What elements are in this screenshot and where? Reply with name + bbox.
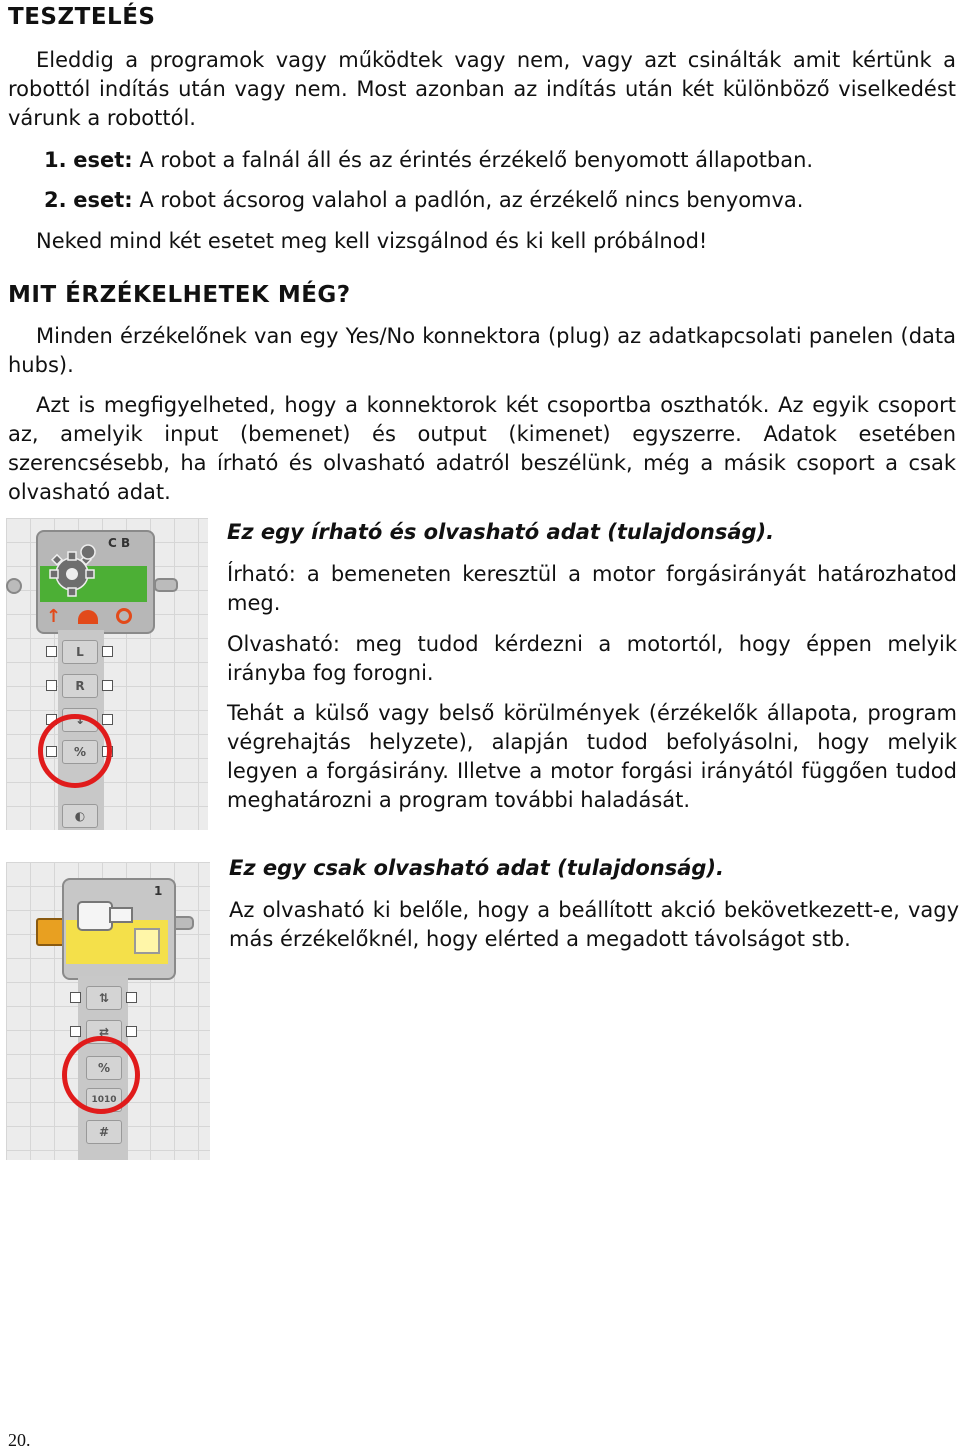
ro-heading: Ez egy csak olvasható adat (tulajdonság).	[229, 856, 724, 880]
plug-yes-no: %	[86, 1056, 122, 1080]
case-2-label: eset:	[73, 188, 133, 212]
touch-sensor-icon	[74, 894, 138, 944]
case-2-text: A robot ácsorog valahol a padlón, az érzékelő nincs benyomva.	[132, 188, 804, 212]
page-title: TESZTELÉS	[8, 4, 156, 30]
plug-raw-value: 1010	[86, 1088, 122, 1112]
plug-direction: %	[62, 740, 98, 764]
ro-text: Az olvasható ki belőle, hogy a beállított akció bekövetkezett-e, vagy más érzékelőknél, hogy elérted a megadott távolságot stb.	[229, 898, 959, 951]
case-1-number: 1.	[44, 148, 67, 172]
plug-other-motor: ↕	[62, 708, 98, 732]
instruction: Neked mind két esetet meg kell vizsgálnod és ki kell próbálnod!	[36, 229, 708, 253]
rw-thus: Tehát a külső vagy belső körülmények (érzékelők állapota, program végrehajtás helyzete), alapján tudod befolyásolni, hogy melyik legyen a forgásirány. Illetve a motor forgási irányától függően tudod meghatározni a program további haladását.	[227, 701, 957, 812]
plug-port: ⇅	[86, 986, 122, 1010]
motor-port-label: C B	[108, 536, 131, 550]
plug-right-motor: R	[62, 674, 98, 698]
plug-logical: #	[86, 1120, 122, 1144]
highlight-circle	[38, 714, 112, 788]
case-1-label: eset:	[73, 148, 133, 172]
section-title: MIT ÉRZÉKELHETEK MÉG?	[8, 282, 351, 308]
plugs-paragraph: Minden érzékelőnek van egy Yes/No konnektora (plug) az adatkapcsolati panelen (data hubs).	[8, 324, 956, 377]
case-1-text: A robot a falnál áll és az érintés érzékelő benyomott állapotban.	[132, 148, 814, 172]
gear-icon	[42, 540, 102, 600]
case-2	[44, 186, 944, 215]
rw-write: Írható: a bemeneten keresztül a motor forgásirányát határozhatod meg.	[227, 562, 957, 615]
case-2-number: 2.	[44, 188, 67, 212]
highlight-circle	[62, 1036, 140, 1114]
rw-read: Olvasható: meg tudod kérdezni a motortól, hogy éppen melyik irányba fog forogni.	[227, 632, 957, 685]
case-1	[44, 146, 944, 175]
groups-paragraph: Azt is megfigyelheted, hogy a konnektorok két csoportba oszthatók. Az egyik csoport az, amelyik input (bemenet) és output (kimenet) egyszerre. Adatok esetében szerencsésebb, ha írható és olvasható adatról beszélünk, még a másik csoport a csak olvasható adat.	[8, 393, 956, 504]
intro-paragraph: Eleddig a programok vagy működtek vagy nem, vagy azt csinálták amit kértünk a robottól indítás után vagy nem. Most azonban az indítás után két különböző viselkedést várunk a robottól.	[8, 48, 956, 130]
touch-sensor-block	[62, 878, 176, 980]
touch-sensor-screenshot	[6, 862, 210, 1160]
direction-arrow-icon: ↑	[46, 606, 62, 627]
rw-heading: Ez egy írható és olvasható adat (tulajdonság).	[227, 520, 775, 544]
sensor-port-label: 1	[154, 884, 163, 898]
page-number: 20.	[8, 1430, 31, 1450]
plug-power: ◐	[62, 804, 98, 828]
motor-block	[36, 530, 155, 634]
power-gauge-icon	[78, 610, 98, 624]
rotation-icon	[116, 608, 132, 624]
plug-action: ⇄	[86, 1020, 122, 1044]
plug-left-motor: L	[62, 640, 98, 664]
action-icon	[134, 928, 160, 954]
motor-block-screenshot	[6, 518, 208, 830]
